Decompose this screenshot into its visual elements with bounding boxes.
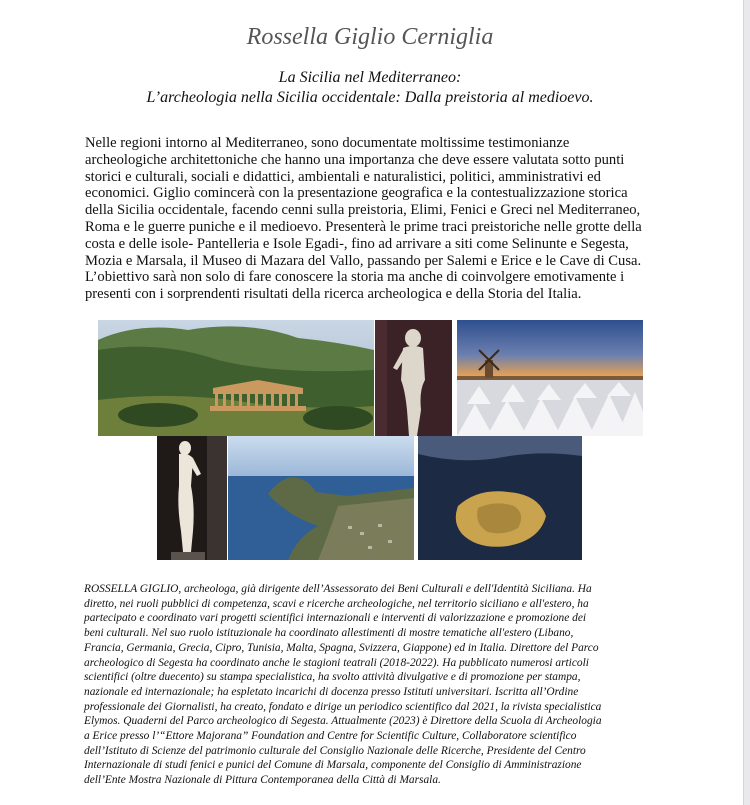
body-line: Mozia e Marsala, il Museo di Mazara del Vallo, passando per Salemi e Erice e le Cave di Cusa.: [85, 252, 642, 269]
bio-line: ROSSELLA GIGLIO, archeologa, già dirigente dell’Assessorato dei Beni Culturali e dell'Identità Siciliana. Ha: [84, 583, 592, 595]
bio-line: professionale dei Giornalisti, ha creato, fondato e dirige un periodico scientifico dal 2021, la rivista specialistica: [84, 700, 602, 713]
body-line: della Sicilia occidentale, facendo cenni sulla preistoria, Elimi, Fenici e Greci nel Mediterraneo,: [85, 202, 641, 219]
bio-line: diretto, nei ruoli pubblici di competenza, scavi e ricerche archeologiche, nel territorio siciliano e all'estero, ha: [84, 597, 589, 610]
body-line: presenti con i sorprendenti risultati della ricerca archeologica e della Storia del Italia.: [85, 286, 582, 303]
body-line: archeologiche architettoniche che hanno una importanza che deve essere valutata sotto punti: [85, 151, 625, 168]
bio-line: dell’Ente Mostra Nazionale di Pittura Contemporanea della Città di Marsala.: [84, 774, 441, 787]
bio-line: partecipato e coordinato vari progetti scientifici internazionali e interventi di valorizzazione e promozione dei: [84, 612, 587, 625]
bio-line: beni culturali. Nel suo ruolo istituzionale ha coordinato allestimenti di mostre tematiche all'estero (Libano,: [84, 627, 574, 640]
segesta-temple-photo: [98, 320, 374, 436]
body-line: L’obiettivo sarà non solo di fare conoscere la storia ma anche di coinvolgere emotivamente i: [85, 269, 625, 286]
subtitle-line: L’archeologia nella Sicilia occidentale: Dalla preistoria al medioevo.: [146, 89, 594, 106]
coastal-aerial-photo: [228, 436, 414, 560]
salt-pans-photo: [457, 320, 643, 436]
bio-line: Elymos. Quaderni del Parco archeologico di Segesta. Attualmente (2023) è Direttore della Scuola di Archeologia: [84, 715, 602, 728]
document-title: Rossella Giglio Cerniglia: [246, 24, 494, 50]
body-line: Nelle regioni intorno al Mediterraneo, sono documentate moltissime testimonianze: [85, 135, 570, 151]
body-line: storici e culturali, sociali e didattici, ambientali e naturalistici, politici, amministrativi ed: [85, 168, 601, 185]
document-subtitle: [0, 68, 740, 108]
body-paragraph: [85, 135, 665, 303]
island-aerial-photo: [418, 436, 582, 560]
bio-line: dell’Istituto di Scienze del patrimonio culturale del Consiglio Nazionale delle Ricerche, Presidente del Centro: [84, 744, 586, 757]
bio-line: archeologico di Segesta ha coordinato anche le stagioni teatrali (2018-2022). Ha pubblicato numerosi articoli: [84, 656, 589, 669]
author-bio: [84, 582, 684, 788]
page-edge: [743, 0, 750, 805]
bio-line: Internazionale di studi fenici e punici del Comune di Marsala, componente del Consiglio di Amministrazione: [84, 759, 582, 772]
bronze-statue-photo: [157, 436, 227, 560]
bio-line: Francia, Germania, Grecia, Cipro, Tunisia, Malta, Spagna, Svizzera, Giappone) ed in Italia. Direttore del Parco: [84, 641, 599, 654]
bio-line: nazionale ed internazionale; ha espletato incarichi di docenza presso Istituti universitari. Iscritta all’Ordine: [84, 685, 579, 698]
marble-statue-photo: [375, 320, 452, 436]
body-line: economici. Giglio comincerà con la presentazione geografica e la contestualizzazione storica: [85, 185, 628, 202]
body-line: Roma e le guerre puniche e il medioevo. Presenterà le prime traci preistoriche nelle grotte della: [85, 218, 642, 235]
bio-line: a Erice presso l’“Ettore Majorana” Foundation and Centre for Scientific Culture, Collaboratore scientifico: [84, 730, 577, 743]
bio-line: scientifici (oltre duecento) su stampa specialistica, ha svolto attività divulgative e di promozione per stampa,: [84, 671, 581, 684]
body-line: costa e delle isole- Pantelleria e Isole Egadi-, fino ad arrivare a siti come Selinunte e Segesta,: [85, 235, 629, 252]
subtitle-line: La Sicilia nel Mediterraneo:: [278, 69, 462, 86]
